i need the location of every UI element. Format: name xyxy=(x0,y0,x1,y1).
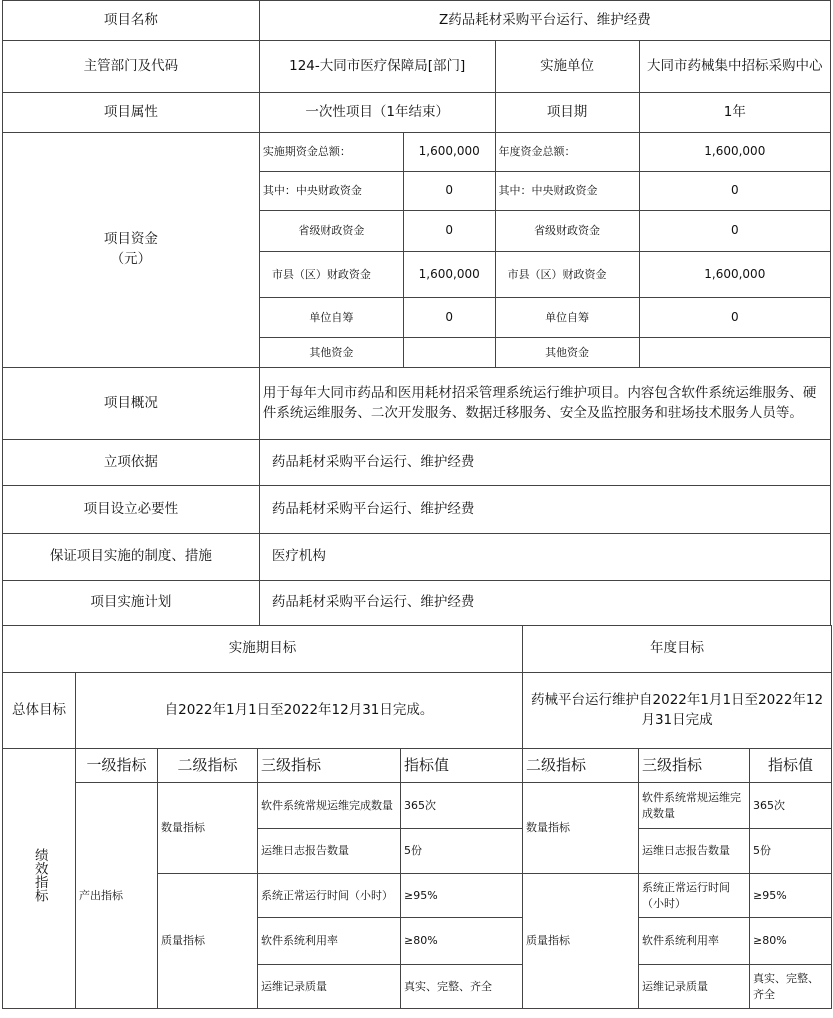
overview-row xyxy=(3,368,831,440)
annual-indicator-value: 真实、完整、齐全 xyxy=(750,965,832,1009)
fund-value: 0 xyxy=(403,298,495,338)
dept-label: 主管部门及代码 xyxy=(3,41,260,93)
annual-level3-indicator: 运维记录质量 xyxy=(639,965,750,1009)
fund-label: 单位自筹 xyxy=(259,298,403,338)
overview-value: 用于每年大同市药品和医用耗材招采管理系统运行维护项目。内容包含软件系统运维服务、硬件系统运维服务、二次开发服务、数据迁移服务、安全及监控服务和驻场技术服务人员等。 xyxy=(259,368,830,440)
annual-indicator-value: 5份 xyxy=(750,829,832,874)
level3-indicator: 运维日志报告数量 xyxy=(258,829,401,874)
necessity-label: 项目设立必要性 xyxy=(3,486,260,534)
annual-goal-value: 药械平台运行维护自2022年1月1日至2022年12月31日完成 xyxy=(523,673,832,749)
indicator-value: 5份 xyxy=(401,829,523,874)
annual-level3-header: 三级指标 xyxy=(639,749,750,783)
overall-goal-label: 总体目标 xyxy=(3,673,76,749)
fund-value: 0 xyxy=(403,211,495,252)
fund-value: 1,600,000 xyxy=(403,133,495,172)
funds-label-line2: （元） xyxy=(110,251,152,267)
fund-annual-value xyxy=(639,338,830,368)
goals-table xyxy=(2,625,832,1009)
measures-label: 保证项目实施的制度、措施 xyxy=(3,534,260,581)
project-name-label: 项目名称 xyxy=(3,1,260,41)
quantity-indicator: 数量指标 xyxy=(158,783,258,874)
indicator-value: 真实、完整、齐全 xyxy=(401,965,523,1009)
indicator-value: ≥80% xyxy=(401,918,523,965)
dept-row xyxy=(3,41,831,93)
funds-label-line1: 项目资金 xyxy=(103,231,158,248)
plan-value: 药品耗材采购平台运行、维护经费 xyxy=(259,581,830,626)
basis-row xyxy=(3,440,831,486)
level3-indicator: 运维记录质量 xyxy=(258,965,401,1009)
annual-level2-header: 二级指标 xyxy=(523,749,639,783)
impl-period-goal-header: 实施期目标 xyxy=(3,626,523,673)
fund-label: 市县（区）财政资金 xyxy=(259,252,403,298)
indicator-section-label xyxy=(3,749,76,1009)
measures-row xyxy=(3,534,831,581)
annual-quantity-indicator: 数量指标 xyxy=(523,783,639,874)
level1-output: 产出指标 xyxy=(76,783,158,1009)
annual-quality-indicator: 质量指标 xyxy=(523,874,639,1009)
indicator-value: 365次 xyxy=(401,783,523,829)
fund-annual-label: 单位自筹 xyxy=(495,298,639,338)
level3-indicator: 软件系统利用率 xyxy=(258,918,401,965)
annual-level3-indicator: 软件系统利用率 xyxy=(639,918,750,965)
fund-annual-value: 0 xyxy=(639,298,830,338)
annual-level3-indicator: 运维日志报告数量 xyxy=(639,829,750,874)
necessity-value: 药品耗材采购平台运行、维护经费 xyxy=(259,486,830,534)
project-name-value: Z药品耗材采购平台运行、维护经费 xyxy=(259,1,830,41)
necessity-row xyxy=(3,486,831,534)
annual-indicator-value: 365次 xyxy=(750,783,832,829)
annual-level3-indicator: 软件系统常规运维完成数量 xyxy=(639,783,750,829)
overview-label: 项目概况 xyxy=(3,368,260,440)
fund-value xyxy=(403,338,495,368)
level2-header: 二级指标 xyxy=(158,749,258,783)
goal-header-row xyxy=(3,626,832,673)
fund-label: 其中：中央财政资金 xyxy=(259,172,403,211)
fund-annual-label: 其他资金 xyxy=(495,338,639,368)
funds-label xyxy=(3,133,260,368)
plan-label: 项目实施计划 xyxy=(3,581,260,626)
fund-label: 省级财政资金 xyxy=(259,211,403,252)
value-header: 指标值 xyxy=(401,749,523,783)
level1-header: 一级指标 xyxy=(76,749,158,783)
fund-annual-value: 1,600,000 xyxy=(639,133,830,172)
overall-goal-row xyxy=(3,673,832,749)
fund-annual-label: 年度资金总额： xyxy=(495,133,639,172)
project-name-row xyxy=(3,1,831,41)
impl-unit-value: 大同市药械集中招标采购中心 xyxy=(639,41,830,93)
indicator-row-1 xyxy=(3,783,832,829)
annual-level3-indicator: 系统正常运行时间（小时） xyxy=(639,874,750,918)
fund-annual-label: 其中：中央财政资金 xyxy=(495,172,639,211)
fund-annual-label: 市县（区）财政资金 xyxy=(495,252,639,298)
attr-value: 一次性项目（1年结束） xyxy=(259,93,495,133)
project-info-table xyxy=(2,0,831,626)
fund-value: 0 xyxy=(403,172,495,211)
dept-value: 124-大同市医疗保障局[部门] xyxy=(259,41,495,93)
fund-annual-value: 0 xyxy=(639,211,830,252)
attr-row xyxy=(3,93,831,133)
attr-label: 项目属性 xyxy=(3,93,260,133)
indicator-section-text: 绩效指标 xyxy=(31,848,48,903)
fund-annual-value: 1,600,000 xyxy=(639,252,830,298)
fund-label: 其他资金 xyxy=(259,338,403,368)
basis-label: 立项依据 xyxy=(3,440,260,486)
annual-indicator-value: ≥80% xyxy=(750,918,832,965)
measures-value: 医疗机构 xyxy=(259,534,830,581)
fund-annual-label: 省级财政资金 xyxy=(495,211,639,252)
level3-indicator: 软件系统常规运维完成数量 xyxy=(258,783,401,829)
annual-goal-header: 年度目标 xyxy=(523,626,832,673)
period-value: 1年 xyxy=(639,93,830,133)
indicator-header-row xyxy=(3,749,832,783)
fund-annual-value: 0 xyxy=(639,172,830,211)
fund-value: 1,600,000 xyxy=(403,252,495,298)
level3-indicator: 系统正常运行时间（小时） xyxy=(258,874,401,918)
indicator-value: ≥95% xyxy=(401,874,523,918)
basis-value: 药品耗材采购平台运行、维护经费 xyxy=(259,440,830,486)
period-label: 项目期 xyxy=(495,93,639,133)
annual-value-header: 指标值 xyxy=(750,749,832,783)
impl-period-goal-value: 自2022年1月1日至2022年12月31日完成。 xyxy=(76,673,523,749)
level3-header: 三级指标 xyxy=(258,749,401,783)
impl-unit-label: 实施单位 xyxy=(495,41,639,93)
quality-indicator: 质量指标 xyxy=(158,874,258,1009)
fund-row-1 xyxy=(3,133,831,172)
plan-row xyxy=(3,581,831,626)
annual-indicator-value: ≥95% xyxy=(750,874,832,918)
fund-label: 实施期资金总额： xyxy=(259,133,403,172)
